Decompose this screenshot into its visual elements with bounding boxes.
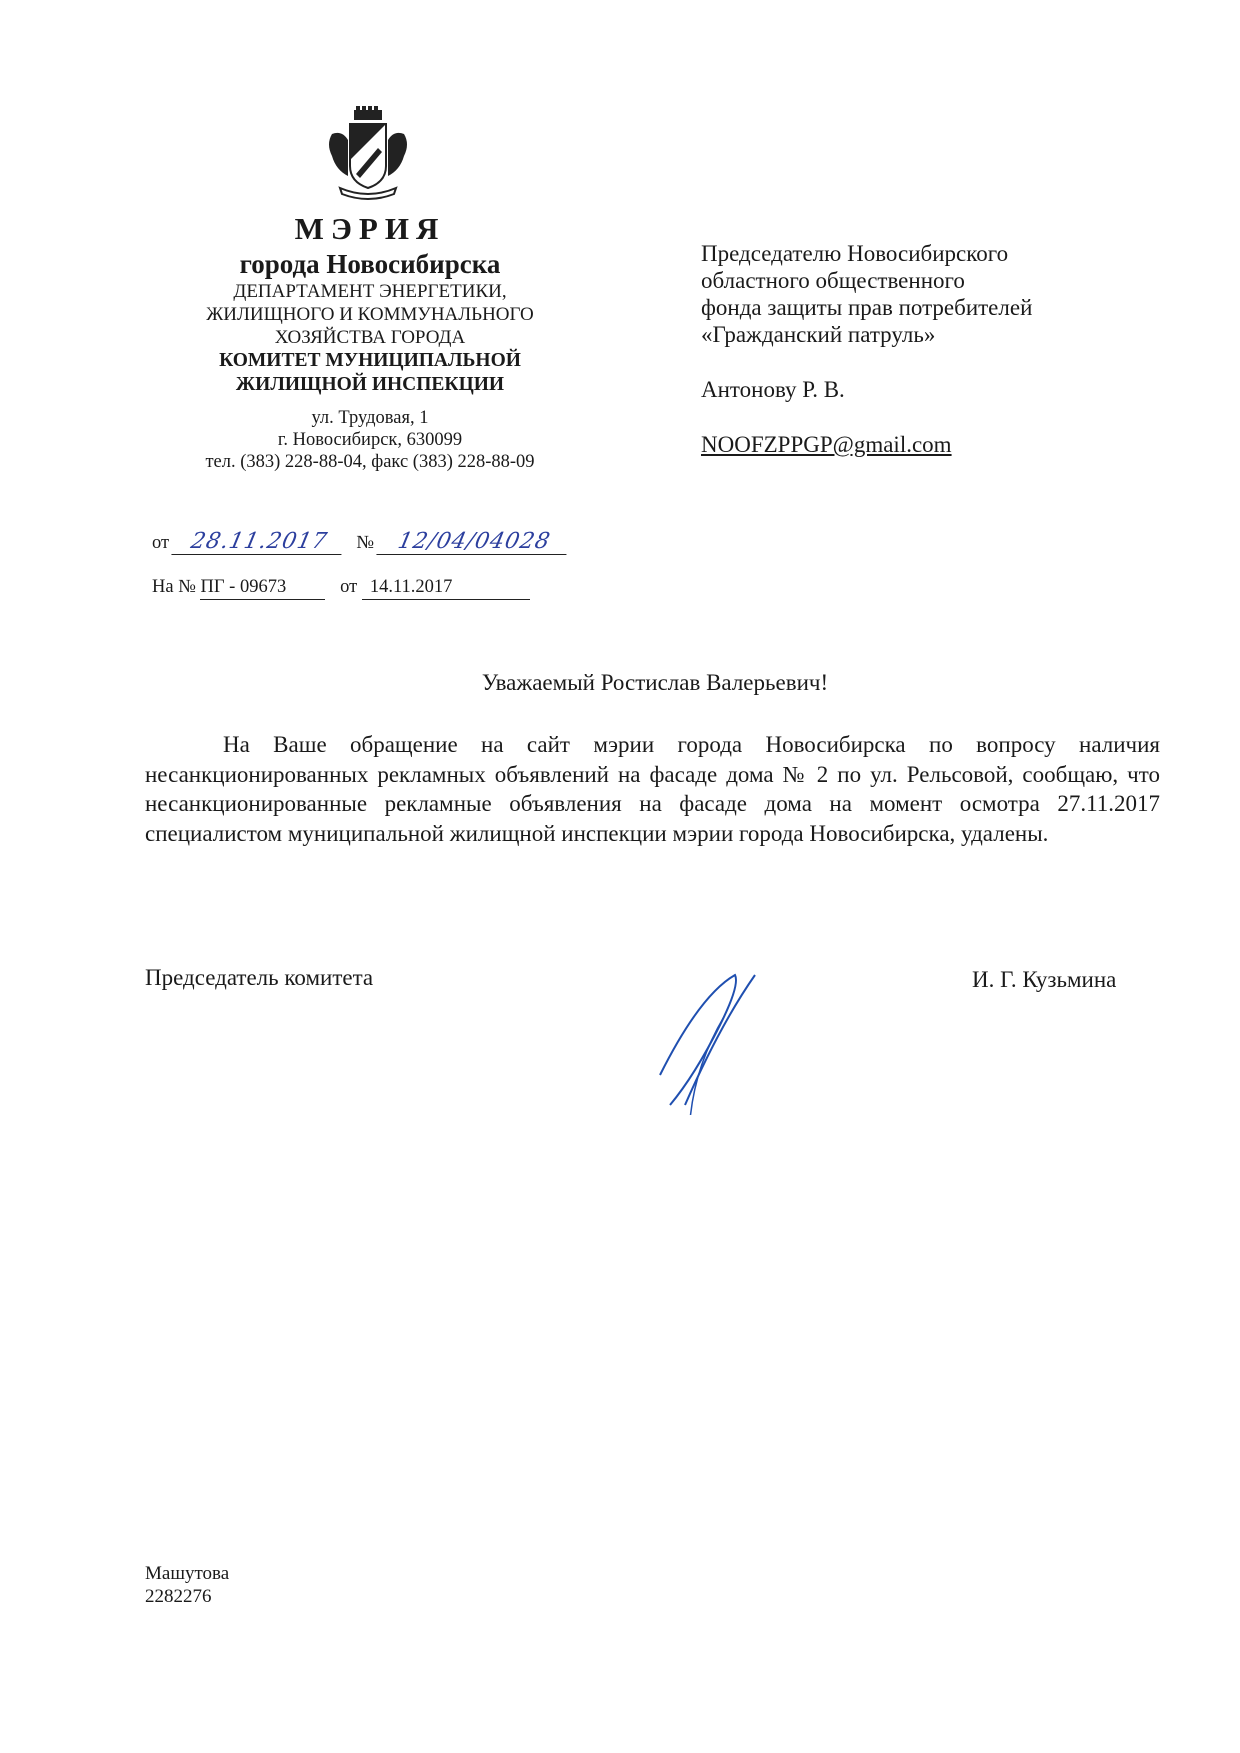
recipient-line: фонда защиты прав потребителей: [701, 295, 1033, 320]
incoming-number-label: На №: [152, 577, 196, 597]
recipient-line: Председателю Новосибирского: [701, 241, 1009, 266]
recipient-line: «Гражданский патруль»: [701, 322, 936, 347]
recipient-email-link[interactable]: NOOFZPPGP@gmail.com: [701, 432, 952, 457]
outgoing-date-label: от: [152, 533, 170, 553]
department-line: ХОЗЯЙСТВА ГОРОДА: [274, 327, 466, 348]
coat-of-arms-icon: [318, 104, 418, 204]
outgoing-number-label: №: [356, 533, 374, 553]
committee-line: ЖИЛИЩНОЙ ИНСПЕКЦИИ: [235, 374, 505, 395]
incoming-date: 14.11.2017: [362, 575, 530, 600]
outgoing-reference: [152, 530, 569, 555]
signatory-role: Председатель комитета: [145, 965, 374, 990]
signatory-name: И. Г. Кузьмина: [972, 967, 1117, 992]
incoming-date-label: от: [340, 577, 358, 597]
recipient-name: Антонову Р. В.: [701, 377, 845, 402]
letter-body: На Ваше обращение на сайт мэрии города Новосибирска по вопросу наличия несанкционированных рекламных объявлений на фасаде дома № 2 по ул. Рельсовой, сообщаю, что несанкционированные рекламные объявления на фасаде дома на момент осмотра 27.11.2017 специалистом муниципальной жилищной инспекции мэрии города Новосибирска, удалены.: [145, 732, 1160, 846]
department-line: ДЕПАРТАМЕНТ ЭНЕРГЕТИКИ,: [233, 281, 507, 302]
department-line: ЖИЛИЩНОГО И КОММУНАЛЬНОГО: [206, 304, 534, 325]
outgoing-date-handwritten: 28.11.2017: [171, 530, 346, 555]
letterhead-title: МЭРИЯ: [294, 211, 446, 246]
letterhead-city: города Новосибирска: [239, 249, 501, 279]
letterhead: [130, 210, 610, 473]
outgoing-number-handwritten: 12/04/04028: [376, 530, 571, 555]
address-phone: тел. (383) 228-88-04, факс (383) 228-88-09: [205, 452, 535, 472]
incoming-number: ПГ - 09673: [200, 575, 325, 600]
coat-of-arms-emblem: [318, 104, 418, 204]
signature-icon: [640, 965, 780, 1115]
executor-name: Машутова: [145, 1563, 230, 1584]
executor-block: [145, 1562, 229, 1608]
committee-line: КОМИТЕТ МУНИЦИПАЛЬНОЙ: [219, 350, 521, 371]
recipient-block: [701, 240, 1161, 458]
address-city: г. Новосибирск, 630099: [277, 430, 463, 450]
executor-phone: 2282276: [145, 1586, 212, 1607]
salutation: Уважаемый Ростислав Валерьевич!: [481, 670, 829, 695]
handwritten-signature: [640, 965, 780, 1115]
address-street: ул. Трудовая, 1: [311, 408, 429, 428]
recipient-line: областного общественного: [701, 268, 965, 293]
incoming-reference: [152, 575, 530, 600]
